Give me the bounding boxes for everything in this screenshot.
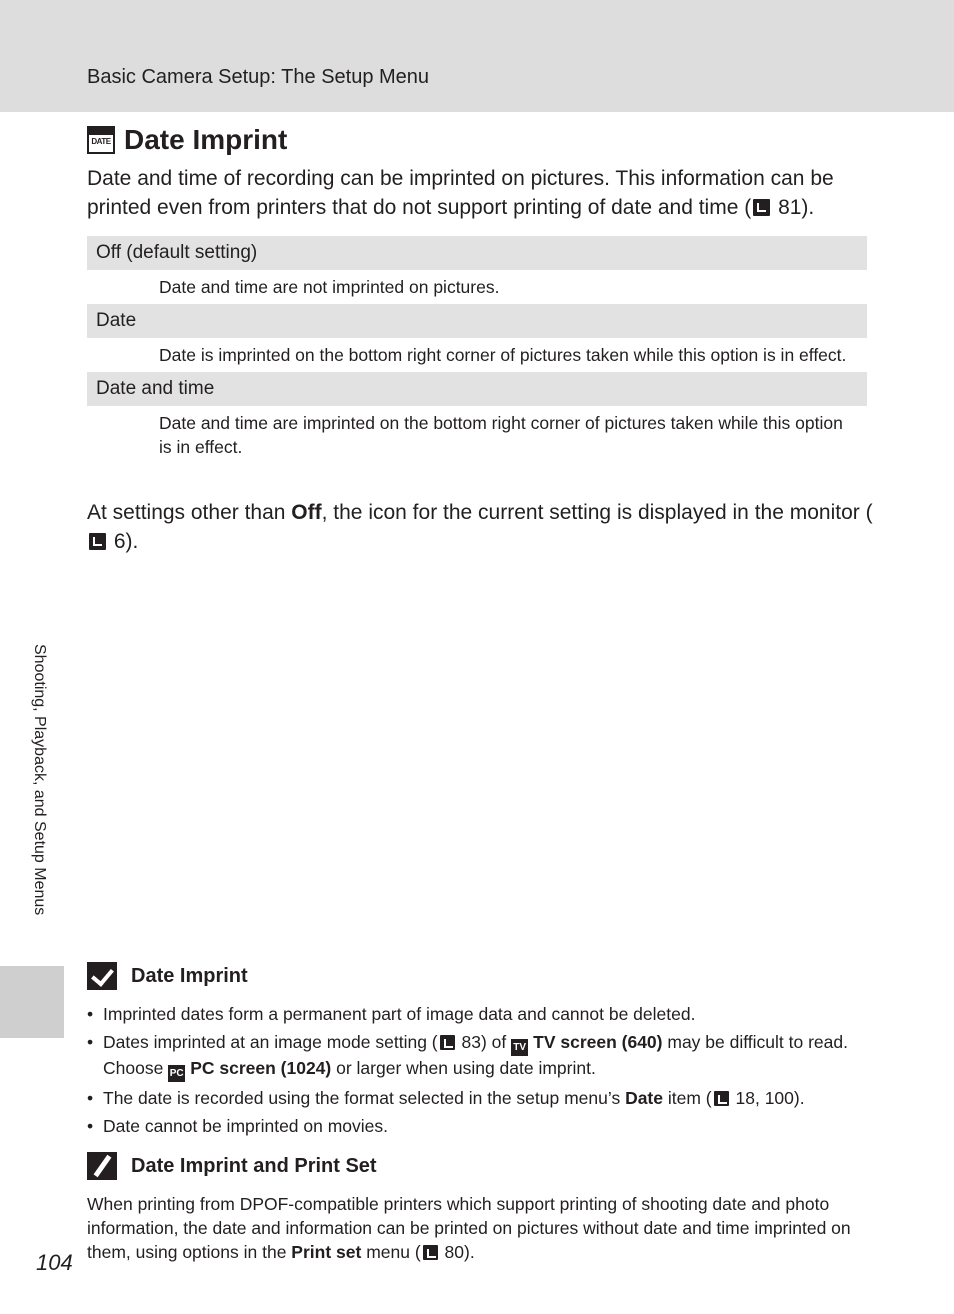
section-title <box>87 124 287 156</box>
option-description: Date and time are imprinted on the bottom right corner of pictures taken while this option is in effect. <box>159 413 843 457</box>
option-description: Date and time are not imprinted on pictures. <box>159 277 500 297</box>
note-date-imprint-heading <box>87 962 248 990</box>
page-ref-icon <box>89 533 106 550</box>
intro-text-end: ). <box>801 196 815 219</box>
option-name: Date <box>87 304 867 338</box>
list-item: • Dates imprinted at an image mode setting ( 83) of TV TV screen (640) may be difficult to read. Choose PC PC screen (1024) or larger when using date imprint. <box>87 1030 877 1082</box>
option-name: Off (default setting) <box>87 236 867 270</box>
note-print-set-heading <box>87 1152 377 1180</box>
options-table <box>87 236 867 464</box>
note-title: Date Imprint <box>131 964 248 987</box>
section-title-text: Date Imprint <box>124 124 288 155</box>
pc-screen-icon: PC <box>168 1065 185 1082</box>
tv-screen-icon: TV <box>511 1039 528 1056</box>
after-page-ref: 6 <box>113 530 126 553</box>
intro-page-ref: 81 <box>778 196 802 219</box>
list-item: • The date is recorded using the format selected in the setup menu’s Date item ( 18, 100). <box>87 1086 877 1110</box>
after-text-end: ). <box>125 530 139 553</box>
note-bullet-list <box>87 1002 877 1142</box>
date-imprint-icon-text: DATE <box>91 137 111 146</box>
pencil-note-icon <box>87 1152 117 1180</box>
side-tab <box>0 966 64 1038</box>
intro-text: Date and time of recording can be imprinted on pictures. This information can be printed even from printers that do not support printing of date and time ( <box>87 167 834 219</box>
list-item: • Imprinted dates form a permanent part of image data and cannot be deleted. <box>87 1002 877 1026</box>
check-note-icon <box>87 962 117 990</box>
after-table-paragraph <box>87 498 877 556</box>
page-ref-icon <box>714 1091 729 1106</box>
page-ref-icon <box>423 1245 438 1260</box>
list-item: • Date cannot be imprinted on movies. <box>87 1114 877 1138</box>
option-name: Date and time <box>87 372 867 406</box>
after-text-2: , the icon for the current setting is displayed in the monitor ( <box>321 501 873 524</box>
page-ref-icon <box>753 199 770 216</box>
print-set-paragraph: When printing from DPOF-compatible printers which support printing of shooting date and photo information, the date and information can be printed on pictures without date and time imprinted on them, using options in the Print set menu ( 80). <box>87 1194 851 1262</box>
option-description: Date is imprinted on the bottom right corner of pictures taken while this option is in effect. <box>159 345 847 365</box>
note-title: Date Imprint and Print Set <box>131 1154 377 1177</box>
page-number: 104 <box>36 1250 73 1275</box>
after-text-bold: Off <box>291 501 322 524</box>
page-header-title: Basic Camera Setup: The Setup Menu <box>87 66 430 88</box>
header-band <box>0 0 954 112</box>
intro-paragraph <box>87 164 877 222</box>
after-text-1: At settings other than <box>87 501 292 524</box>
date-imprint-icon <box>87 126 115 154</box>
page-ref-icon <box>440 1035 455 1050</box>
side-tab-label: Shooting, Playback, and Setup Menus <box>31 644 48 916</box>
